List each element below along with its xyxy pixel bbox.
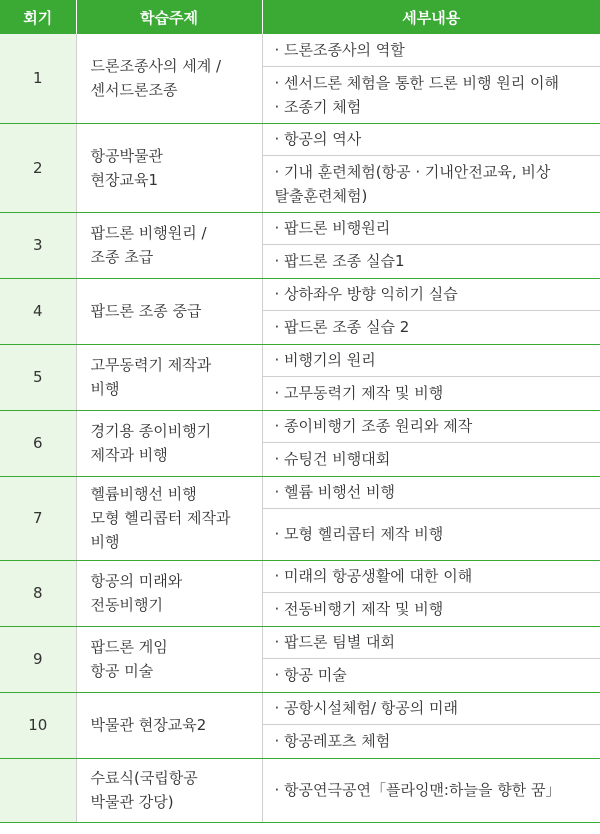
session-number: 8	[0, 560, 76, 626]
detail-line: · 공항시설체험/ 항공의 미래	[274, 699, 459, 717]
detail-cell	[262, 212, 600, 244]
detail-line: · 팝드론 조종 실습 2	[274, 318, 410, 336]
topic-line: 박물관 강당)	[90, 793, 174, 811]
detail-cell	[262, 626, 600, 658]
detail-line: · 팝드론 팀별 대회	[274, 633, 396, 651]
topic-line: 제작과 비행	[90, 446, 168, 464]
detail-cell	[262, 758, 600, 822]
detail-cell	[262, 66, 600, 123]
detail-line: · 드론조종사의 역할	[274, 40, 405, 59]
detail-cell	[262, 592, 600, 626]
table-row	[0, 34, 600, 66]
detail-line: · 기내 훈련체험(항공 · 기내안전교육, 비상	[274, 162, 551, 181]
topic-line: 박물관 현장교육2	[90, 716, 207, 734]
topic-cell	[76, 476, 262, 560]
detail-cell	[262, 724, 600, 758]
detail-cell	[262, 442, 600, 476]
detail-cell	[262, 310, 600, 344]
detail-cell	[262, 344, 600, 376]
detail-cell	[262, 123, 600, 155]
detail-cell	[262, 244, 600, 278]
session-number: 2	[0, 123, 76, 212]
header-details: 세부내용	[262, 0, 600, 34]
detail-line: · 조종기 체험	[274, 97, 362, 116]
topic-line: 항공 미술	[90, 662, 154, 680]
table-row	[0, 758, 600, 822]
topic-line: 비행	[90, 380, 120, 398]
topic-line: 수료식(국립항공	[90, 769, 198, 787]
topic-line: 팝드론 비행원리 /	[90, 224, 207, 242]
detail-line: · 슈팅건 비행대회	[274, 450, 391, 468]
detail-line: · 항공연극공연「플라잉맨:하늘을 향한 꿈」	[274, 781, 561, 799]
detail-line: · 항공레포츠 체험	[274, 732, 391, 750]
topic-line: 헬륨비행선 비행	[90, 485, 197, 503]
session-number: 4	[0, 278, 76, 344]
topic-line: 현장교육1	[90, 170, 159, 189]
topic-cell	[76, 212, 262, 278]
topic-cell	[76, 34, 262, 123]
detail-cell	[262, 410, 600, 442]
topic-cell	[76, 278, 262, 344]
detail-cell	[262, 376, 600, 410]
table-row	[0, 692, 600, 724]
detail-line: 탈출훈련체험)	[274, 186, 368, 205]
topic-line: 경기용 종이비행기	[90, 422, 212, 440]
table-row	[0, 278, 600, 310]
table-row	[0, 123, 600, 155]
session-number: 7	[0, 476, 76, 560]
table-row	[0, 344, 600, 376]
topic-line: 전동비행기	[90, 596, 163, 614]
detail-cell	[262, 508, 600, 560]
topic-cell	[76, 692, 262, 758]
topic-line: 팝드론 게임	[90, 638, 168, 656]
session-number: 10	[0, 692, 76, 758]
topic-line: 고무동력기 제작과	[90, 356, 212, 374]
topic-line: 모형 헬리콥터 제작과	[90, 509, 231, 527]
topic-cell	[76, 560, 262, 626]
header-session: 회기	[0, 0, 76, 34]
session-number: 9	[0, 626, 76, 692]
topic-cell	[76, 758, 262, 822]
session-number: 3	[0, 212, 76, 278]
topic-cell	[76, 344, 262, 410]
detail-line: · 팝드론 조종 실습1	[274, 252, 405, 270]
topic-cell	[76, 410, 262, 476]
detail-cell	[262, 476, 600, 508]
detail-cell	[262, 278, 600, 310]
detail-cell	[262, 34, 600, 66]
topic-line: 비행	[90, 533, 120, 551]
detail-line: · 항공 미술	[274, 666, 347, 684]
header-row	[0, 0, 600, 34]
detail-cell	[262, 658, 600, 692]
topic-line: 팝드론 조종 중급	[90, 302, 202, 320]
session-number: 1	[0, 34, 76, 123]
detail-cell	[262, 155, 600, 212]
detail-line: · 상하좌우 방향 익히기 실습	[274, 285, 458, 303]
session-number: 5	[0, 344, 76, 410]
session-number: 6	[0, 410, 76, 476]
table-row	[0, 212, 600, 244]
table-row	[0, 560, 600, 592]
detail-line: · 헬륨 비행선 비행	[274, 483, 396, 501]
detail-line: · 항공의 역사	[274, 130, 362, 148]
detail-line: · 팝드론 비행원리	[274, 219, 391, 237]
detail-line: · 종이비행기 조종 원리와 제작	[274, 417, 473, 435]
topic-line: 조종 초급	[90, 248, 154, 266]
detail-line: · 전동비행기 제작 및 비행	[274, 600, 444, 618]
detail-line: · 고무동력기 제작 및 비행	[274, 384, 444, 402]
topic-cell	[76, 123, 262, 212]
topic-line: 드론조종사의 세계 /	[90, 57, 222, 76]
topic-cell	[76, 626, 262, 692]
detail-cell	[262, 692, 600, 724]
header-topic: 학습주제	[76, 0, 262, 34]
detail-line: · 센서드론 체험을 통한 드론 비행 원리 이해	[274, 73, 559, 92]
topic-line: 항공박물관	[90, 146, 163, 165]
detail-line: · 비행기의 원리	[274, 351, 376, 369]
table-row	[0, 626, 600, 658]
session-number	[0, 758, 76, 822]
topic-line: 항공의 미래와	[90, 572, 183, 590]
table-body	[0, 34, 600, 822]
detail-cell	[262, 560, 600, 592]
topic-line: 센서드론조종	[90, 81, 178, 100]
table-row	[0, 410, 600, 442]
detail-line: · 모형 헬리콥터 제작 비행	[274, 525, 444, 543]
table-row	[0, 476, 600, 508]
detail-line: · 미래의 항공생활에 대한 이해	[274, 567, 473, 585]
